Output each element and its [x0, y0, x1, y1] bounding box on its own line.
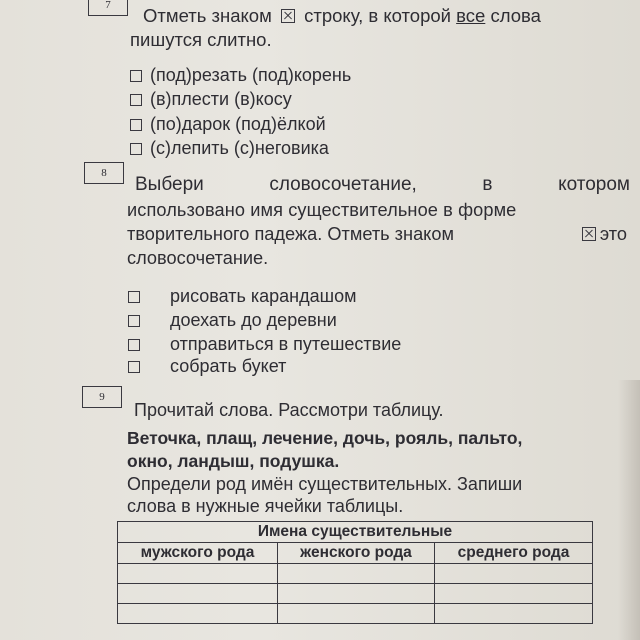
option-text: отправиться в путешествие [170, 334, 402, 354]
page-shadow [618, 380, 640, 640]
task-number: 8 [101, 167, 107, 179]
task-9-words-line-2: окно, ландыш, подушка. [127, 451, 340, 471]
checked-box-icon [582, 227, 596, 241]
answer-option[interactable] [130, 65, 351, 85]
table-row [118, 564, 593, 584]
task-8-question-line-1 [135, 175, 630, 195]
answer-table [117, 521, 593, 624]
question-text: творительного падежа. Отметь знаком [127, 224, 454, 244]
checkbox[interactable] [128, 315, 140, 327]
answer-cell[interactable] [118, 604, 278, 624]
option-text: (в)плести (в)косу [150, 89, 292, 109]
question-text: строку, в которой [298, 5, 457, 26]
checkbox[interactable] [130, 94, 142, 106]
task-number-box [84, 162, 124, 184]
underlined-word: все [456, 5, 486, 26]
task-8-question-line-4: словосочетание. [127, 248, 269, 268]
checkbox[interactable] [130, 119, 142, 131]
task-number-box [88, 0, 128, 16]
answer-option[interactable] [128, 356, 286, 376]
task-7-question-line-2: пишутся слитно. [130, 29, 272, 50]
checked-box-icon [281, 9, 295, 23]
column-header-masculine: мужского рода [118, 543, 278, 564]
column-header-neuter: среднего рода [435, 543, 593, 564]
question-word: котором [558, 174, 630, 195]
option-text: рисовать карандашом [170, 286, 357, 306]
answer-cell[interactable] [278, 564, 435, 584]
answer-option[interactable] [128, 310, 337, 330]
checkbox[interactable] [130, 70, 142, 82]
table-header: Имена существительные [118, 522, 593, 543]
question-text: слова [485, 5, 541, 26]
checkbox[interactable] [128, 361, 140, 373]
answer-cell[interactable] [278, 604, 435, 624]
option-text: доехать до деревни [170, 310, 337, 330]
answer-option[interactable] [130, 89, 292, 109]
column-header-feminine: женского рода [278, 543, 435, 564]
task-number-box [82, 386, 122, 408]
checkbox[interactable] [128, 339, 140, 351]
question-word: словосочетание, [269, 174, 417, 195]
task-9-instruction-line-2: слова в нужные ячейки таблицы. [127, 496, 404, 516]
answer-option[interactable] [130, 114, 326, 134]
task-9-words-line-1: Веточка, плащ, лечение, дочь, рояль, пальто, [127, 428, 523, 448]
option-text: (с)лепить (с)неговика [150, 138, 329, 158]
answer-option[interactable] [130, 138, 329, 158]
task-8-question-line-2: использовано имя существительное в форме [127, 200, 517, 220]
answer-cell[interactable] [435, 584, 593, 604]
answer-cell[interactable] [278, 584, 435, 604]
task-number: 9 [99, 391, 105, 403]
task-9-instruction-line-1: Определи род имён существительных. Запиши [127, 474, 523, 494]
checkbox[interactable] [128, 291, 140, 303]
option-text: (под)резать (под)корень [150, 65, 352, 85]
question-word: Выбери [135, 174, 204, 195]
option-text: (по)дарок (под)ёлкой [150, 114, 326, 134]
task-9-question-line-1: Прочитай слова. Рассмотри таблицу. [134, 400, 444, 420]
task-8-question-line-3 [127, 224, 627, 244]
answer-cell[interactable] [118, 564, 278, 584]
answer-option[interactable] [128, 334, 401, 354]
table-row [118, 584, 593, 604]
answer-cell[interactable] [435, 604, 593, 624]
option-text: собрать букет [170, 356, 287, 376]
answer-cell[interactable] [118, 584, 278, 604]
task-7-question-line-1 [143, 6, 541, 26]
question-text: Отметь знаком [143, 5, 272, 26]
question-text: это [599, 224, 627, 244]
table-row [118, 604, 593, 624]
question-word: в [482, 174, 493, 195]
task-number: 7 [105, 0, 111, 11]
answer-cell[interactable] [435, 564, 593, 584]
checkbox[interactable] [130, 143, 142, 155]
answer-option[interactable] [128, 286, 356, 306]
